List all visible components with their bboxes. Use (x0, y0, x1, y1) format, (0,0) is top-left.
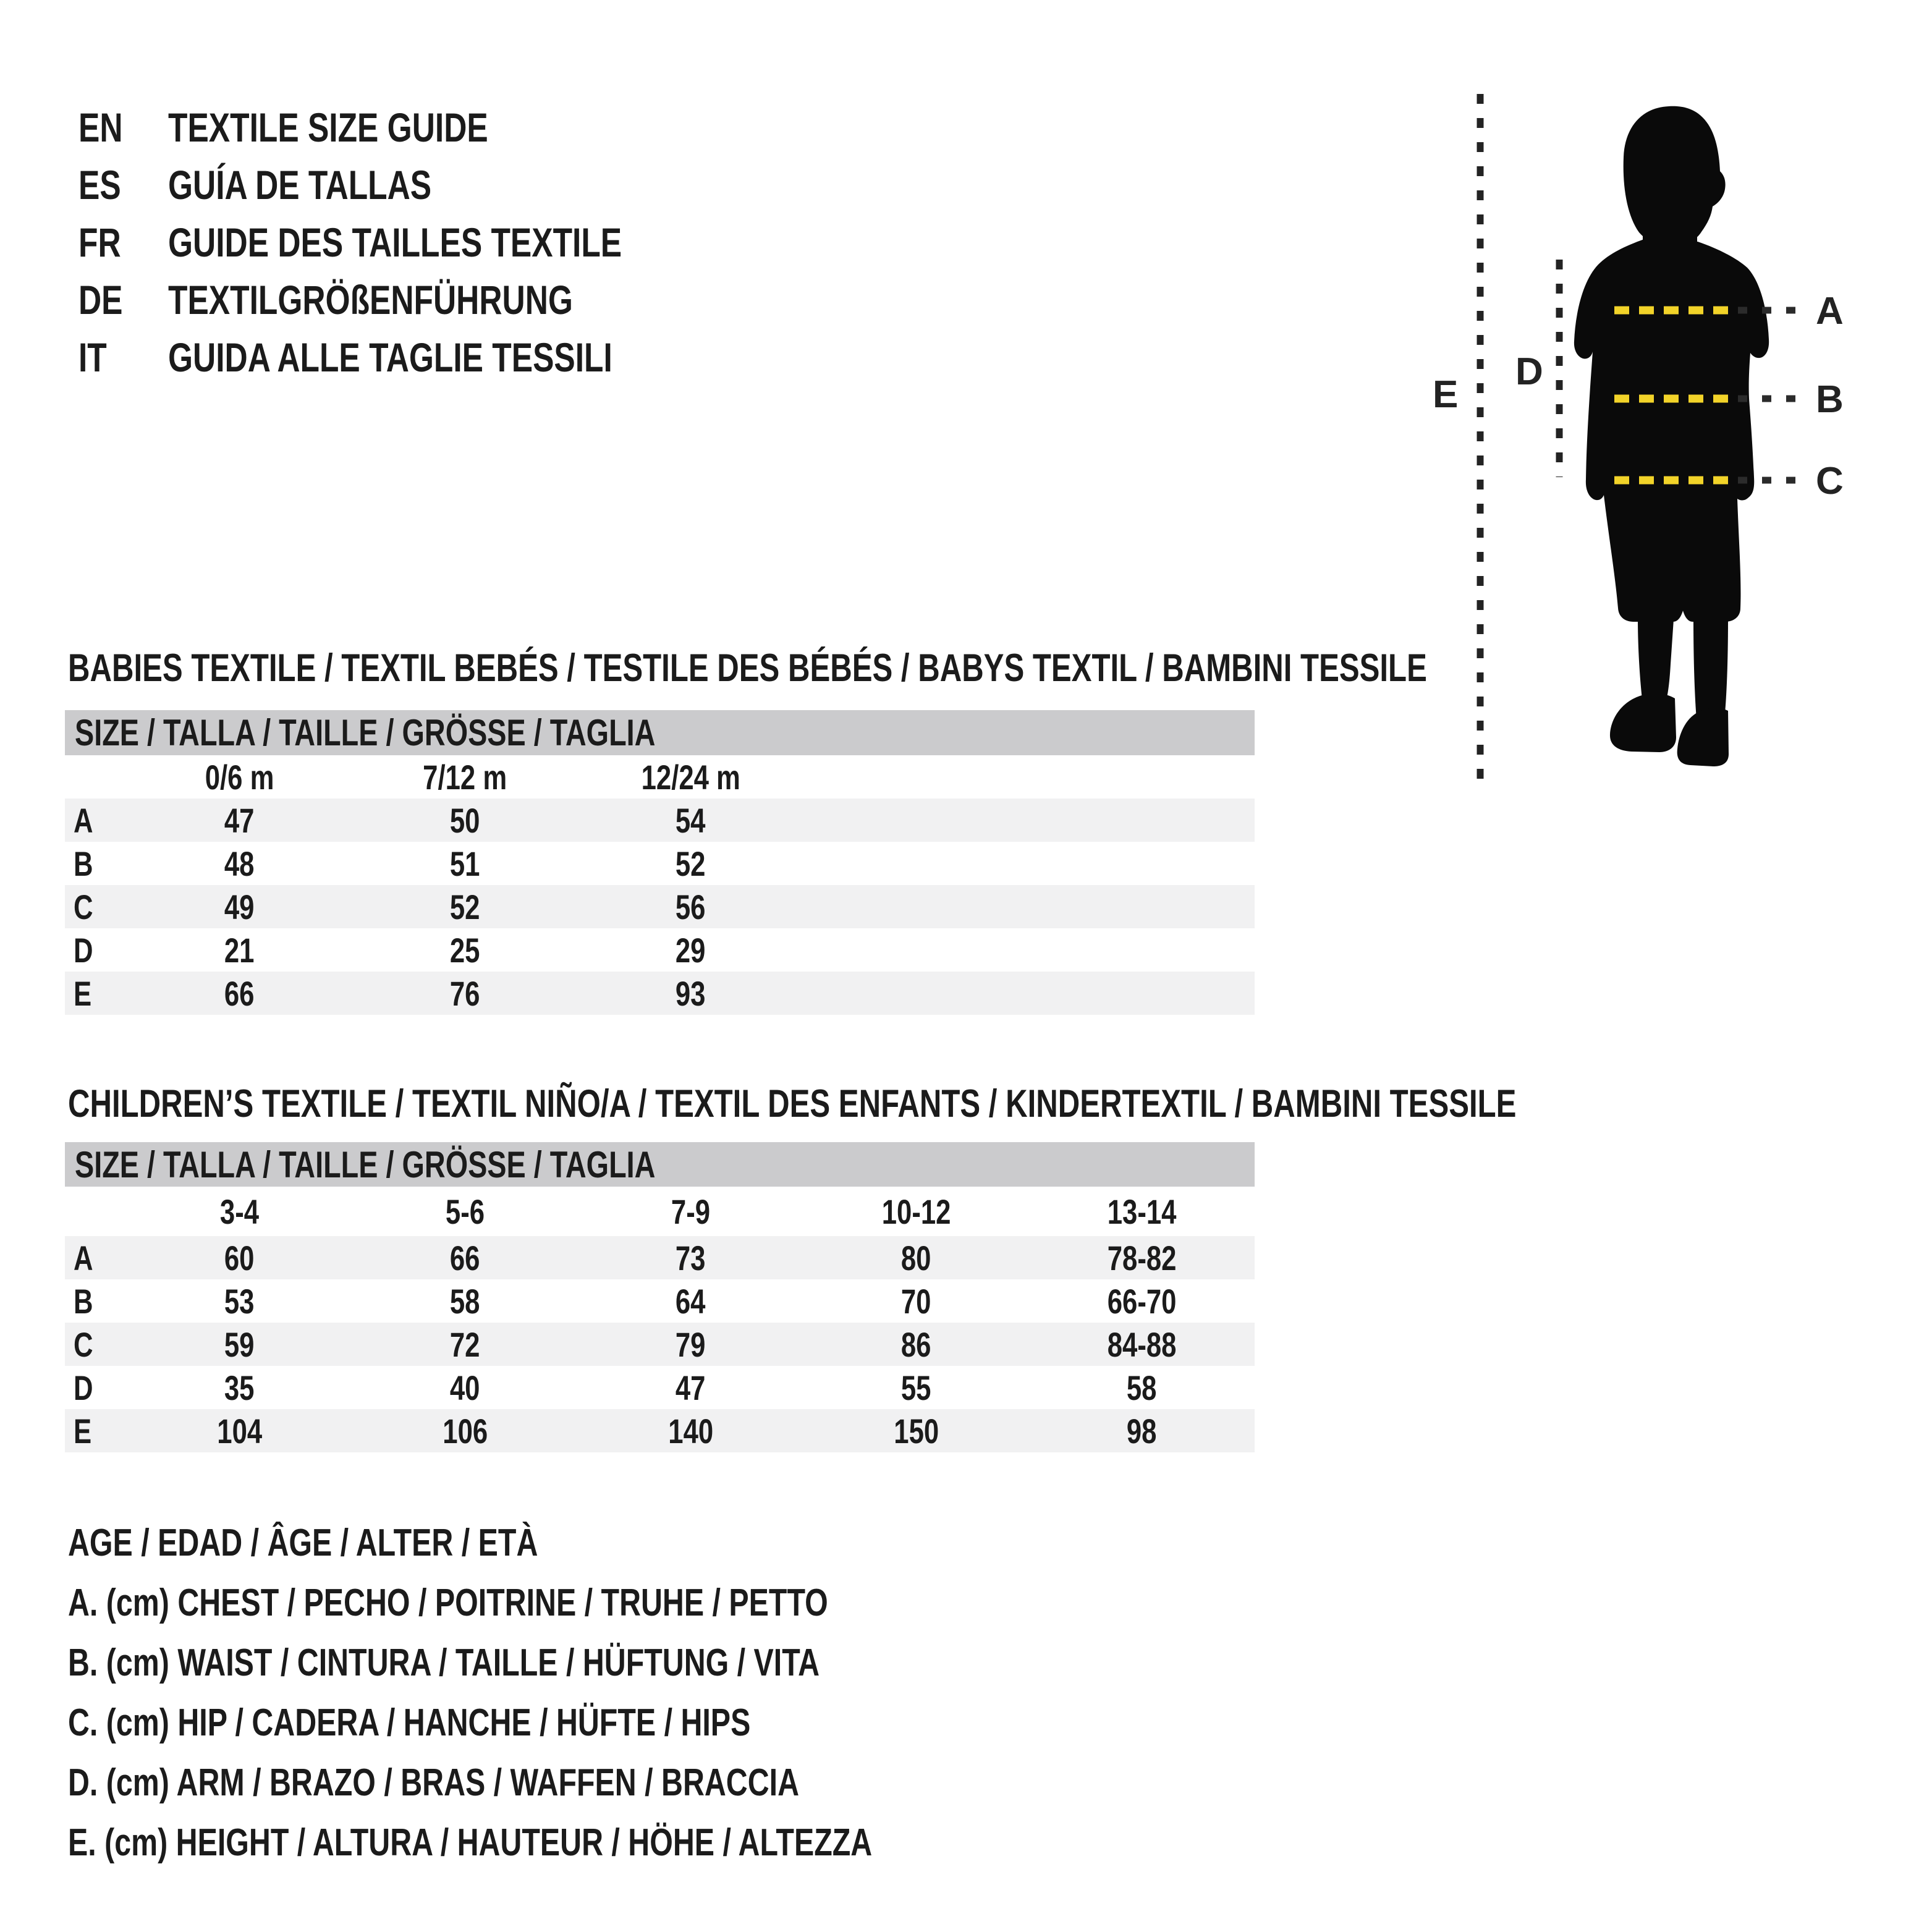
size-value: 53 (224, 1281, 255, 1321)
label-hip-c: C (1816, 460, 1844, 502)
value-cell (803, 1323, 1029, 1366)
size-value: 150 (894, 1411, 939, 1451)
size-value: 98 (1127, 1411, 1157, 1451)
lang-code: ES (78, 162, 121, 208)
babies-size-header-text: SIZE / TALLA / TAILLE / GRÖSSE / TAGLIA (75, 712, 656, 753)
value-cell (1029, 1409, 1255, 1452)
children-size-header-bar (65, 1142, 1255, 1187)
value-cell (352, 1279, 578, 1323)
size-value: 72 (450, 1324, 480, 1364)
value-cell (578, 1366, 803, 1409)
children-col-header (127, 1187, 352, 1236)
filler-cell (803, 885, 1255, 928)
value-cell (578, 842, 803, 885)
legend-arm-text: D. (cm) ARM / BRAZO / BRAS / WAFFEN / BRACCIA (68, 1761, 800, 1804)
measurement-legend (68, 1513, 1099, 1873)
value-cell (352, 1323, 578, 1366)
guide-title-de: TEXTILGRÖßENFÜHRUNG (168, 277, 573, 323)
size-value: 64 (676, 1281, 706, 1321)
size-value: 55 (901, 1368, 931, 1407)
legend-age-text: AGE / EDAD / ÂGE / ALTER / ETÀ (68, 1522, 538, 1564)
value-cell (352, 972, 578, 1015)
legend-line-age (68, 1513, 1099, 1573)
silhouette-left-shoe (1610, 693, 1676, 752)
language-title-list (78, 99, 750, 386)
row-label-cell (65, 1323, 127, 1366)
value-cell (578, 885, 803, 928)
size-value: 70 (901, 1281, 931, 1321)
size-value: 54 (676, 800, 706, 840)
table-row-e (65, 972, 1255, 1015)
guide-title-en: TEXTILE SIZE GUIDE (168, 104, 488, 150)
label-height-e: E (1433, 373, 1459, 416)
size-value: 25 (450, 930, 480, 970)
value-cell (578, 1279, 803, 1323)
size-value: 60 (224, 1238, 255, 1277)
empty-cell (65, 755, 127, 799)
size-value: 73 (676, 1238, 706, 1277)
children-col-header (352, 1187, 578, 1236)
value-cell (578, 1236, 803, 1279)
value-cell (578, 1323, 803, 1366)
children-size-table (65, 1187, 1255, 1452)
value-cell (1029, 1279, 1255, 1323)
filler-cell (803, 928, 1255, 972)
babies-col-header (352, 755, 578, 799)
value-cell (1029, 1236, 1255, 1279)
row-label: E (74, 1411, 92, 1451)
children-col-1: 5-6 (445, 1192, 485, 1231)
children-col-2: 7-9 (671, 1192, 711, 1231)
value-cell (127, 842, 352, 885)
guide-title-es: GUÍA DE TALLAS (168, 162, 432, 208)
label-waist-b: B (1816, 378, 1844, 421)
row-label-cell (65, 1366, 127, 1409)
measurement-figure (1391, 87, 1932, 822)
silhouette-right-shoe (1677, 708, 1729, 766)
size-value: 51 (450, 844, 480, 883)
table-row-d (65, 928, 1255, 972)
lang-row-fr (78, 214, 750, 271)
size-value: 76 (450, 973, 480, 1013)
row-label: A (74, 800, 93, 840)
value-cell (127, 1323, 352, 1366)
lang-code: EN (78, 104, 123, 150)
lang-row-de (78, 271, 750, 329)
value-cell (127, 972, 352, 1015)
size-value: 47 (676, 1368, 706, 1407)
row-label: C (74, 1324, 93, 1364)
value-cell (803, 1279, 1029, 1323)
table-row-a (65, 1236, 1255, 1279)
value-cell (352, 1236, 578, 1279)
value-cell (127, 928, 352, 972)
guide-title-it: GUIDA ALLE TAGLIE TESSILI (168, 334, 612, 380)
value-cell (352, 885, 578, 928)
size-value: 52 (450, 887, 480, 926)
filler-cell (803, 972, 1255, 1015)
table-row-e (65, 1409, 1255, 1452)
babies-col-header (127, 755, 352, 799)
babies-col-1: 7/12 m (423, 757, 507, 797)
value-cell (352, 799, 578, 842)
legend-line-chest (68, 1573, 1099, 1633)
size-value: 47 (224, 800, 255, 840)
row-label-cell (65, 885, 127, 928)
size-value: 104 (217, 1411, 262, 1451)
legend-line-hip (68, 1693, 1099, 1753)
value-cell (578, 799, 803, 842)
lang-row-es (78, 156, 750, 214)
size-value: 79 (676, 1324, 706, 1364)
babies-size-header-bar (65, 710, 1255, 755)
row-label: D (74, 1368, 93, 1407)
value-cell (803, 1366, 1029, 1409)
size-value: 21 (224, 930, 255, 970)
size-value: 106 (443, 1411, 488, 1451)
lang-row-it (78, 329, 750, 386)
table-row-c (65, 1323, 1255, 1366)
size-value: 86 (901, 1324, 931, 1364)
filler-cell (803, 842, 1255, 885)
row-label: B (74, 844, 93, 883)
value-cell (803, 1236, 1029, 1279)
size-value: 80 (901, 1238, 931, 1277)
label-chest-a: A (1816, 290, 1844, 333)
size-value: 66 (450, 1238, 480, 1277)
table-row-c (65, 885, 1255, 928)
value-cell (578, 1409, 803, 1452)
guide-title-fr: GUIDE DES TAILLES TEXTILE (168, 219, 622, 265)
children-columns-row (65, 1187, 1255, 1236)
lang-code: IT (78, 334, 107, 380)
row-label: C (74, 887, 93, 926)
babies-columns-row (65, 755, 1255, 799)
value-cell (352, 842, 578, 885)
filler-cell (803, 799, 1255, 842)
row-label-cell (65, 1236, 127, 1279)
legend-chest-text: A. (cm) CHEST / PECHO / POITRINE / TRUHE / PETTO (68, 1582, 828, 1624)
size-value: 78-82 (1107, 1238, 1177, 1277)
children-section-title (68, 1082, 1925, 1126)
table-row-d (65, 1366, 1255, 1409)
size-value: 52 (676, 844, 706, 883)
value-cell (127, 885, 352, 928)
row-label-cell (65, 972, 127, 1015)
size-value: 50 (450, 800, 480, 840)
babies-section-title-text: BABIES TEXTILE / TEXTIL BEBÉS / TESTILE DES BÉBÉS / BABYS TEXTIL / BAMBINI TESSILE (68, 646, 1427, 690)
value-cell (127, 1409, 352, 1452)
value-cell (1029, 1366, 1255, 1409)
legend-line-waist (68, 1633, 1099, 1693)
children-col-3: 10-12 (881, 1192, 951, 1231)
babies-col-2: 12/24 m (641, 757, 740, 797)
value-cell (352, 1409, 578, 1452)
babies-section-title (68, 646, 1810, 690)
legend-line-arm (68, 1753, 1099, 1813)
row-label: D (74, 930, 93, 970)
value-cell (127, 1236, 352, 1279)
value-cell (127, 799, 352, 842)
children-col-header (803, 1187, 1029, 1236)
children-col-4: 13-14 (1107, 1192, 1177, 1231)
row-label-cell (65, 1279, 127, 1323)
size-value: 84-88 (1107, 1324, 1177, 1364)
babies-col-0: 0/6 m (205, 757, 274, 797)
babies-col-header (578, 755, 803, 799)
label-arm-d: D (1515, 350, 1543, 393)
lang-code: FR (78, 219, 121, 265)
row-label: B (74, 1281, 93, 1321)
value-cell (127, 1279, 352, 1323)
size-value: 140 (668, 1411, 713, 1451)
legend-height-text: E. (cm) HEIGHT / ALTURA / HAUTEUR / HÖHE / ALTEZZA (68, 1821, 873, 1864)
table-row-b (65, 842, 1255, 885)
row-label: A (74, 1238, 93, 1277)
size-value: 49 (224, 887, 255, 926)
row-label-cell (65, 928, 127, 972)
size-value: 93 (676, 973, 706, 1013)
table-row-b (65, 1279, 1255, 1323)
value-cell (127, 1366, 352, 1409)
size-value: 56 (676, 887, 706, 926)
size-value: 48 (224, 844, 255, 883)
children-section-title-text: CHILDREN’S TEXTILE / TEXTIL NIÑO/A / TEXTIL DES ENFANTS / KINDERTEXTIL / BAMBINI TESSILE (68, 1082, 1517, 1125)
row-label-cell (65, 799, 127, 842)
size-value: 58 (450, 1281, 480, 1321)
value-cell (803, 1409, 1029, 1452)
legend-waist-text: B. (cm) WAIST / CINTURA / TAILLE / HÜFTUNG / VITA (68, 1642, 820, 1684)
children-size-header-text: SIZE / TALLA / TAILLE / GRÖSSE / TAGLIA (75, 1143, 656, 1185)
size-value: 40 (450, 1368, 480, 1407)
empty-cell (65, 1187, 127, 1236)
children-col-0: 3-4 (219, 1192, 260, 1231)
size-value: 35 (224, 1368, 255, 1407)
silhouette-torso (1574, 239, 1769, 622)
filler-cell (803, 755, 1255, 799)
value-cell (578, 972, 803, 1015)
value-cell (352, 928, 578, 972)
size-value: 59 (224, 1324, 255, 1364)
children-col-header (1029, 1187, 1255, 1236)
size-value: 29 (676, 930, 706, 970)
size-value: 66 (224, 973, 255, 1013)
size-value: 66-70 (1107, 1281, 1177, 1321)
value-cell (1029, 1323, 1255, 1366)
size-value: 58 (1127, 1368, 1157, 1407)
row-label: E (74, 973, 92, 1013)
babies-size-table (65, 755, 1255, 1015)
legend-hip-text: C. (cm) HIP / CADERA / HANCHE / HÜFTE / HIPS (68, 1701, 751, 1744)
legend-line-height (68, 1813, 1099, 1873)
lang-code: DE (78, 277, 123, 323)
table-row-a (65, 799, 1255, 842)
row-label-cell (65, 842, 127, 885)
value-cell (352, 1366, 578, 1409)
row-label-cell (65, 1409, 127, 1452)
lang-row-en (78, 99, 750, 156)
children-col-header (578, 1187, 803, 1236)
value-cell (578, 928, 803, 972)
